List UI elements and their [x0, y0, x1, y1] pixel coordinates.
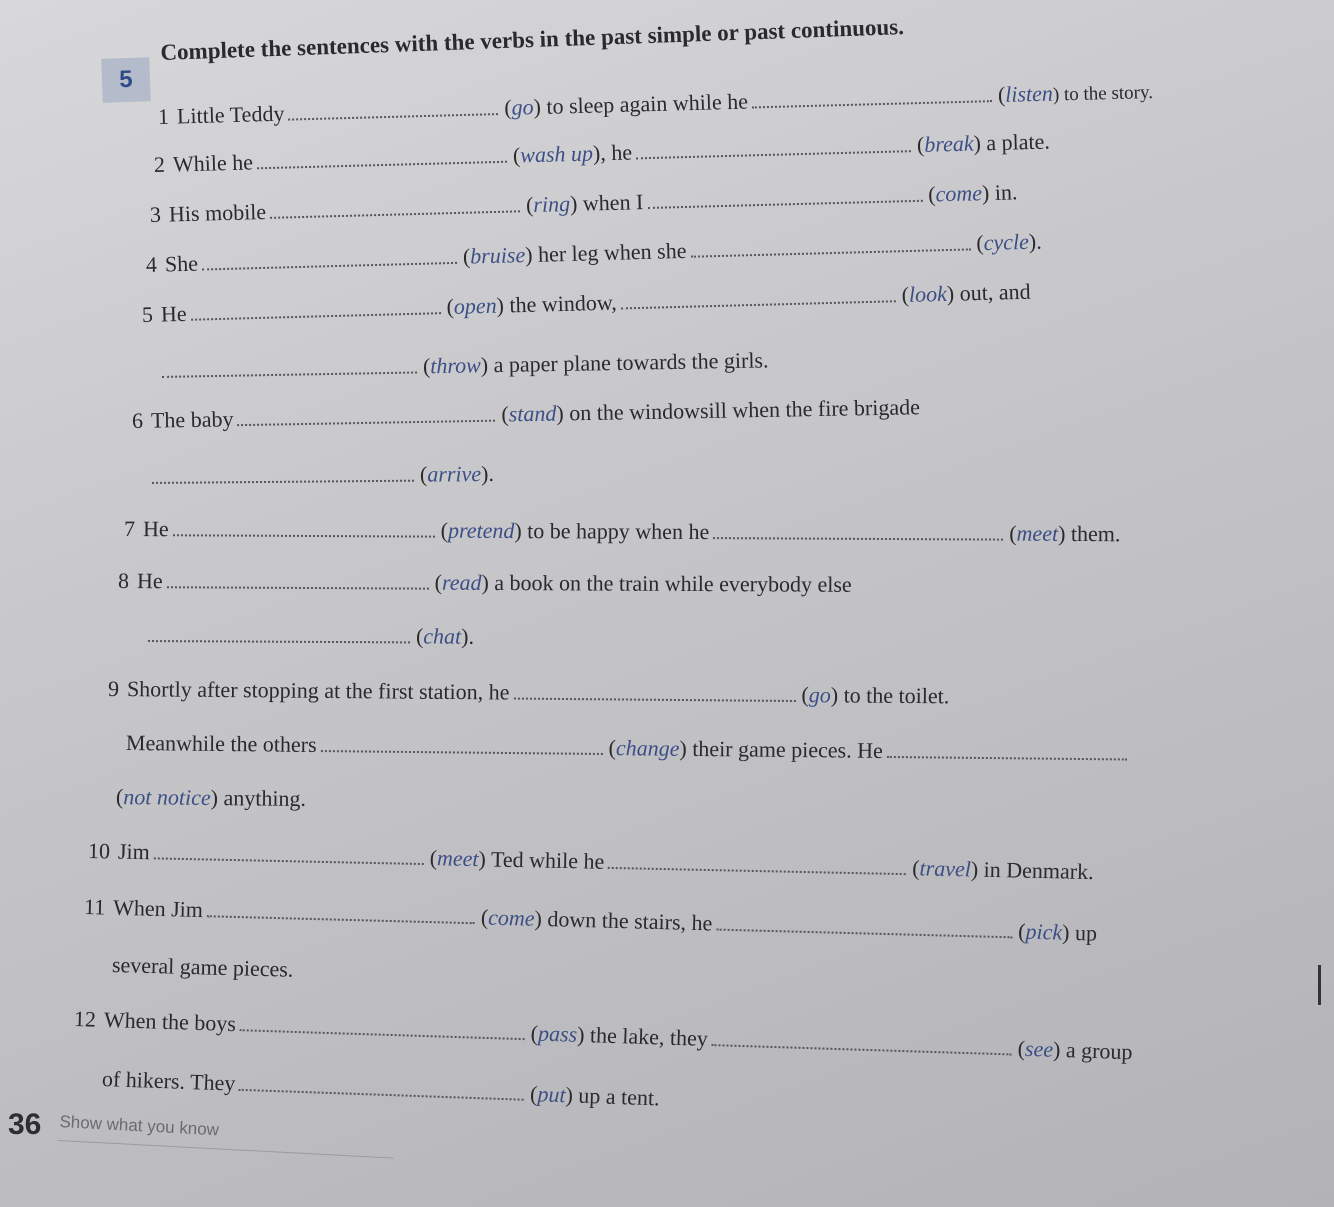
section-title: Show what you know: [59, 1112, 220, 1140]
answer-blank[interactable]: [713, 536, 1003, 541]
sentence-5-continued: ( throw ) a paper plane towards the girls.: [158, 347, 769, 384]
page-number: 36: [8, 1108, 42, 1141]
sentence-9: 9 Shortly after stopping at the first station, he ( go ) to the toilet.: [107, 676, 950, 709]
sentence-2: 2 While he ( wash up ), he ( break ) a plate.: [153, 128, 1051, 177]
sentence-1: 1 Little Teddy ( go ) to sleep again while he ( listen ) to the story.: [157, 80, 1154, 129]
answer-blank[interactable]: [167, 585, 429, 589]
page-edge-mark: [1318, 965, 1321, 1005]
answer-blank[interactable]: [513, 697, 795, 702]
sentence-12-continued: of hikers. They ( put ) up a tent.: [101, 1066, 661, 1111]
sentence-6-continued: ( arrive ).: [148, 461, 494, 490]
answer-blank[interactable]: [887, 755, 1127, 761]
sentence-4: 4 She ( bruise ) her leg when she ( cycle ).: [145, 228, 1042, 277]
sentence-10: 10 Jim ( meet ) Ted while he ( travel ) in Denmark.: [87, 838, 1094, 885]
sentence-9-continued: Meanwhile the others ( change ) their game pieces. He: [126, 730, 1133, 767]
answer-blank[interactable]: [191, 311, 441, 321]
answer-blank[interactable]: [257, 160, 507, 170]
answer-blank[interactable]: [647, 199, 922, 209]
sentence-11-continued: several game pieces.: [111, 952, 294, 982]
answer-blank[interactable]: [636, 149, 911, 159]
answer-blank[interactable]: [716, 928, 1012, 939]
answer-blank[interactable]: [148, 639, 410, 643]
answer-blank[interactable]: [173, 533, 435, 537]
sentence-9-continued-2: ( not notice ) anything.: [115, 784, 307, 811]
sentence-3: 3 His mobile ( ring ) when I ( come ) in.: [149, 179, 1018, 227]
sentence-12: 12 When the boys ( pass ) the lake, they ( see ) a group: [73, 1006, 1133, 1065]
answer-blank[interactable]: [239, 1088, 524, 1101]
sentence-11: 11 When Jim ( come ) down the stairs, he ( pick ) up: [83, 894, 1098, 946]
answer-blank[interactable]: [240, 1028, 525, 1040]
answer-blank[interactable]: [288, 112, 498, 120]
answer-blank[interactable]: [712, 1043, 1012, 1055]
answer-blank[interactable]: [608, 866, 906, 875]
sentence-6: 6 The baby ( stand ) on the windowsill when the fire brigade: [131, 394, 921, 433]
answer-blank[interactable]: [752, 99, 992, 108]
exercise-number: 5: [101, 57, 151, 103]
sentence-8-continued: ( chat ).: [144, 622, 474, 650]
answer-blank[interactable]: [154, 856, 424, 865]
answer-blank[interactable]: [162, 370, 417, 377]
footer-divider: [58, 1140, 394, 1159]
sentence-8: 8 He ( read ) a book on the train while everybody else: [117, 568, 852, 597]
answer-blank[interactable]: [621, 299, 896, 309]
answer-blank[interactable]: [207, 914, 475, 924]
answer-blank[interactable]: [202, 261, 457, 271]
answer-blank[interactable]: [152, 479, 414, 484]
sentence-7: 7 He ( pretend ) to be happy when he ( meet ) them.: [123, 516, 1121, 547]
answer-blank[interactable]: [270, 209, 520, 219]
answer-blank[interactable]: [321, 749, 603, 755]
answer-blank[interactable]: [238, 419, 496, 427]
exercise-instruction: Complete the sentences with the verbs in the past simple or past continuous.: [160, 14, 905, 65]
answer-blank[interactable]: [691, 247, 971, 257]
sentence-5: 5 He ( open ) the window, ( look ) out, and: [141, 278, 1031, 327]
